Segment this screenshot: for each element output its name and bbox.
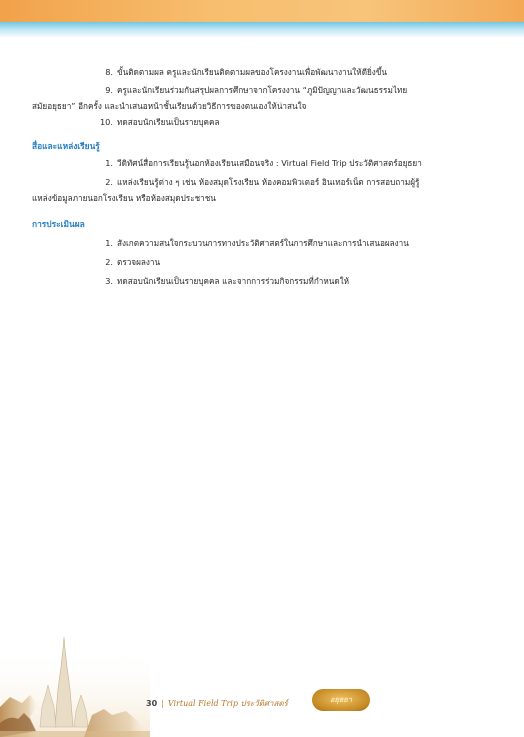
item-text: สังเกตความสนใจกระบวนการทางประวัติศาสตร์ในการศึกษาและการนำเสนอผลงาน: [117, 238, 409, 248]
item-text: ครูและนักเรียนร่วมกันสรุปผลการศึกษาจากโครงงาน “ภูมิปัญญาและวัฒนธรรมไทย: [117, 85, 408, 95]
item-continuation: แหล่งข้อมูลภายนอกโรงเรียน หรือห้องสมุดประชาชน: [32, 193, 216, 203]
item-number: 2.: [105, 257, 113, 267]
section-heading-evaluation: การประเมินผล: [32, 219, 85, 229]
page-body: [32, 66, 472, 288]
item-number: 1.: [105, 238, 113, 248]
item-text: ทดสอบนักเรียนเป็นรายบุคคล และจากการร่วมกิจกรรมที่กำหนดให้: [117, 276, 350, 286]
page-number: 30: [146, 698, 158, 708]
activity-item: [32, 84, 472, 97]
item-number: 9.: [105, 85, 113, 95]
item-number: 8.: [105, 67, 113, 77]
footer-badge: อยุธยา: [312, 689, 370, 711]
media-item: [32, 157, 472, 170]
item-text: ตรวจผลงาน: [117, 257, 161, 267]
item-text: แหล่งเรียนรู้ต่าง ๆ เช่น ห้องสมุดโรงเรียน ห้องคอมพิวเตอร์ อินเทอร์เน็ต การสอบถามผู้รู้: [117, 177, 420, 187]
section-heading-media: สื่อและแหล่งเรียนรู้: [32, 141, 100, 151]
item-text: ขั้นติดตามผล ครูและนักเรียนติดตามผลของโครงงานเพื่อพัฒนางานให้ดียิ่งขึ้น: [117, 67, 387, 77]
temple-illustration: [0, 627, 150, 737]
header-stripe: [0, 22, 524, 38]
header-band: [0, 0, 524, 22]
footer-separator: |: [161, 698, 164, 708]
item-number: 1.: [105, 158, 113, 168]
evaluation-item: [32, 256, 472, 269]
page-footer: [146, 694, 288, 712]
item-number: 10.: [99, 117, 113, 127]
item-number: 3.: [105, 276, 113, 286]
item-continuation: สมัยอยุธยา” อีกครั้ง และนำเสนอหน้าชั้นเรียนด้วยวิธีการของตนเองให้น่าสนใจ: [32, 101, 307, 111]
activity-item: [32, 116, 472, 129]
evaluation-item: [32, 275, 472, 288]
item-number: 2.: [105, 177, 113, 187]
item-text: วีดิทัศน์สื่อการเรียนรู้นอกห้องเรียนเสมือนจริง : Virtual Field Trip ประวัติศาสตร์อยุธยา: [117, 158, 422, 168]
evaluation-item: [32, 237, 472, 250]
activity-item: [32, 66, 472, 79]
media-item: [32, 176, 472, 189]
footer-title: Virtual Field Trip ประวัติศาสตร์: [167, 698, 288, 708]
item-text: ทดสอบนักเรียนเป็นรายบุคคล: [117, 117, 220, 127]
